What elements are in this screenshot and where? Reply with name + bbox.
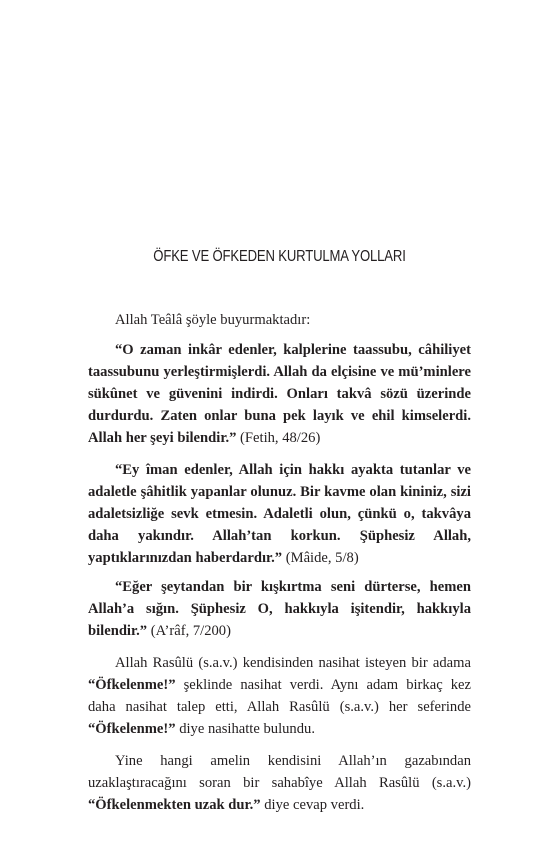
hadith-quote: “Öfkelenmekten uzak dur.” [88,797,261,813]
text-segment: Allah Teâlâ şöyle buyurmaktadır: [115,312,311,328]
verse-citation: (Mâide, 5/8) [282,550,359,566]
quote-paragraph-araf [88,576,471,642]
intro-paragraph [88,309,471,331]
verse-text: “O zaman inkâr edenler, kalplerine taassubu, câhiliyet taassubunu yerleştirmişlerdi. Allah da elçisine ve mü’minlere sükûnet ve güvenini indirdi. Onları takvâ sözü üzerinde durdurdu. Zaten onlar buna pek layık ve ehil kimselerdi. Allah her şeyi bilendir.” [88,342,471,446]
verse-text: “Ey îman edenler, Allah için hakkı ayakta tutanlar ve adaletle şâhitlik yapanlar olunuz. Bir kavme olan kininiz, sizi adaletsizliğe sevk etmesin. Adaletli olun, çünkü o, takvâya daha yakındır. Allah’tan korkun. Şüphesiz Allah, yaptıklarınızdan haberdardır.” [88,462,471,566]
quote-paragraph-maide [88,459,471,569]
text-segment: şeklinde nasihat verdi. Aynı adam birkaç kez daha nasihat talep etti, Allah Rasûlü (s.a.v.) her seferinde [88,677,471,715]
chapter-title: ÖFKE VE ÖFKEDEN KURTULMA YOLLARI [153,248,406,265]
hadith-quote: “Öfkelenme!” [88,677,176,693]
verse-citation: (Fetih, 48/26) [236,430,321,446]
hadith-paragraph-ofkelenme [88,652,471,740]
hadith-paragraph-gazab [88,750,471,816]
quote-paragraph-fetih [88,339,471,449]
text-segment: Yine hangi amelin kendisini Allah’ın gazabından uzaklaştıracağını soran bir sahabîye Allah Rasûlü (s.a.v.) [88,753,471,791]
text-segment: diye nasihatte bulundu. [175,721,315,737]
hadith-quote: “Öfkelenme!” [88,721,176,737]
verse-text: “Eğer şeytandan bir kışkırtma seni dürterse, hemen Allah’a sığın. Şüphesiz O, hakkıyla işitendir, hakkıyla bilendir.” [88,579,471,639]
verse-citation: (A’râf, 7/200) [147,623,231,639]
text-segment: Allah Rasûlü (s.a.v.) kendisinden nasihat isteyen bir adama [115,655,471,671]
text-segment: diye cevap verdi. [260,797,365,813]
page-body [88,309,471,826]
